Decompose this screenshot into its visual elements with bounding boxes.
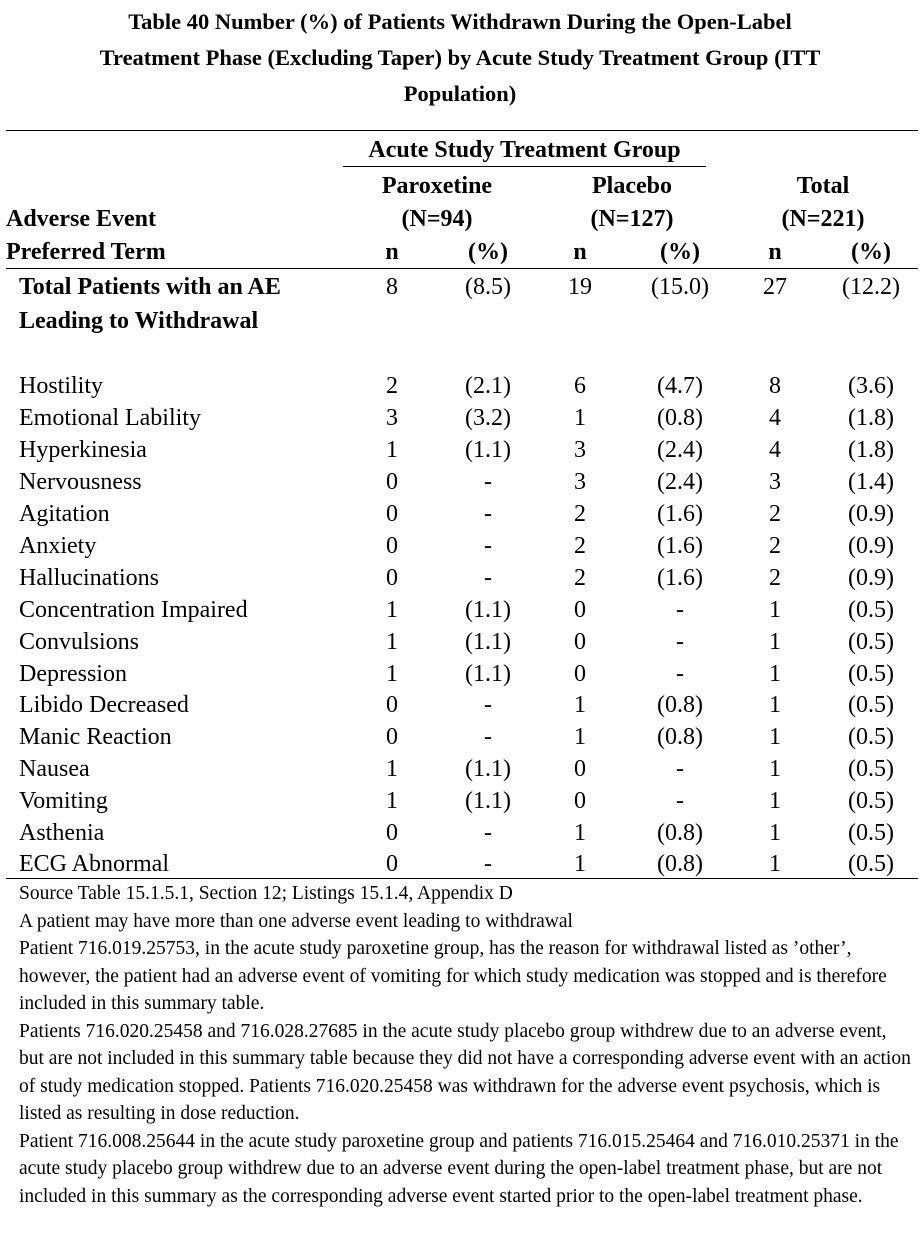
preferred-term: Agitation <box>19 501 110 527</box>
preferred-term: Emotional Lability <box>19 405 201 431</box>
preferred-term: Nausea <box>19 756 90 782</box>
total-n: 1 <box>769 851 781 877</box>
placebo-count: (N=127) <box>590 206 674 232</box>
total-pct: (0.5) <box>848 820 894 846</box>
total-n: 1 <box>769 629 781 655</box>
total-n: 4 <box>769 437 781 463</box>
paroxetine-pct: - <box>484 851 492 877</box>
paroxetine-n: 0 <box>386 501 398 527</box>
total-n: 4 <box>769 405 781 431</box>
total-row-label-line-1: Total Patients with an AE <box>19 274 281 300</box>
paroxetine-n: 1 <box>386 661 398 687</box>
placebo-n: 0 <box>574 788 586 814</box>
total-pct: (0.9) <box>848 565 894 591</box>
paroxetine-pct: (1.1) <box>465 597 511 623</box>
placebo-pct: (0.8) <box>657 851 703 877</box>
total-row-value: (12.2) <box>842 274 900 300</box>
table-row <box>0 498 920 530</box>
table-row <box>0 753 920 785</box>
preferred-term: Vomiting <box>19 788 108 814</box>
table-row <box>0 562 920 594</box>
n-label: n <box>573 239 587 265</box>
paroxetine-n: 1 <box>386 437 398 463</box>
footnote: Patients 716.020.25458 and 716.028.27685 in the acute study placebo group withdrew due to an adverse event, but are not included in this summary table because they did not have a corresponding adverse event with an action of study medication stopped. Patients 716.020.25458 was withdrawn for the adverse event psychosis, which is listed as resulting in dose reduction. <box>19 1020 911 1124</box>
total-pct: (0.9) <box>848 501 894 527</box>
n-label: n <box>768 239 782 265</box>
total-n: 1 <box>769 661 781 687</box>
adverse-event-label: Adverse Event <box>6 206 156 232</box>
placebo-pct: (1.6) <box>657 501 703 527</box>
preferred-term: Convulsions <box>19 629 140 655</box>
paroxetine-n: 3 <box>386 405 398 431</box>
preferred-term: Hyperkinesia <box>19 437 147 463</box>
footnote: Patient 716.008.25644 in the acute study paroxetine group and patients 716.015.25464 and 716.010.25371 in the acute study placebo group withdrew due to an adverse event during the open-label treatment phase, but are not included in this summary as the corresponding adverse event started prior to the open-label treatment phase. <box>19 1130 899 1207</box>
preferred-term: Concentration Impaired <box>19 597 248 623</box>
table-title <box>0 4 920 112</box>
preferred-term: Libido Decreased <box>19 692 189 718</box>
placebo-pct: (2.4) <box>657 469 703 495</box>
table-row <box>0 402 920 434</box>
total-row-value: 8 <box>386 274 398 300</box>
placebo-n: 3 <box>574 437 586 463</box>
table-row <box>0 530 920 562</box>
paroxetine-n: 1 <box>386 756 398 782</box>
paroxetine-pct: - <box>484 469 492 495</box>
preferred-term: ECG Abnormal <box>19 851 169 877</box>
total-pct: (0.9) <box>848 533 894 559</box>
placebo-n: 1 <box>574 851 586 877</box>
total-n: 1 <box>769 788 781 814</box>
table-row <box>0 721 920 753</box>
total-pct: (0.5) <box>848 788 894 814</box>
paroxetine-n: 2 <box>386 373 398 399</box>
preferred-term: Manic Reaction <box>19 724 172 750</box>
total-n: 1 <box>769 692 781 718</box>
total-header: Total <box>796 173 850 199</box>
paroxetine-pct: (2.1) <box>465 373 511 399</box>
placebo-n: 1 <box>574 692 586 718</box>
footnote-source: Source Table 15.1.5.1, Section 12; Listings 15.1.4, Appendix D <box>19 883 513 904</box>
paroxetine-pct: (1.1) <box>465 661 511 687</box>
paroxetine-n: 1 <box>386 629 398 655</box>
paroxetine-n: 0 <box>386 469 398 495</box>
total-n: 2 <box>769 501 781 527</box>
table-row <box>0 370 920 402</box>
table-row <box>0 594 920 626</box>
total-row-label-line-2: Leading to Withdrawal <box>19 308 259 334</box>
paroxetine-pct: (1.1) <box>465 629 511 655</box>
total-pct: (1.4) <box>848 469 894 495</box>
pct-label: (%) <box>660 239 700 265</box>
table-row <box>0 785 920 817</box>
paroxetine-n: 0 <box>386 533 398 559</box>
placebo-n: 1 <box>574 820 586 846</box>
n-label: n <box>385 239 399 265</box>
placebo-n: 0 <box>574 597 586 623</box>
placebo-n: 2 <box>574 533 586 559</box>
paroxetine-header: Paroxetine <box>381 173 493 199</box>
total-n: 1 <box>769 820 781 846</box>
footnotes <box>19 880 915 1210</box>
placebo-pct: - <box>676 756 684 782</box>
placebo-pct: (1.6) <box>657 565 703 591</box>
pct-label: (%) <box>851 239 891 265</box>
placebo-n: 1 <box>574 724 586 750</box>
placebo-n: 3 <box>574 469 586 495</box>
title-line-2: Treatment Phase (Excluding Taper) by Acute Study Treatment Group (ITT <box>99 45 821 70</box>
placebo-pct: - <box>676 629 684 655</box>
total-pct: (1.8) <box>848 405 894 431</box>
paroxetine-n: 1 <box>386 788 398 814</box>
total-pct: (3.6) <box>848 373 894 399</box>
placebo-pct: - <box>676 597 684 623</box>
total-n: 8 <box>769 373 781 399</box>
paroxetine-n: 0 <box>386 565 398 591</box>
pct-label: (%) <box>468 239 508 265</box>
total-pct: (0.5) <box>848 692 894 718</box>
footnote: A patient may have more than one adverse event leading to withdrawal <box>19 910 573 932</box>
total-pct: (0.5) <box>848 661 894 687</box>
paroxetine-n: 0 <box>386 692 398 718</box>
paroxetine-pct: (3.2) <box>465 405 511 431</box>
total-pct: (1.8) <box>848 437 894 463</box>
paroxetine-count: (N=94) <box>401 206 473 232</box>
preferred-term: Anxiety <box>19 533 97 559</box>
placebo-pct: (1.6) <box>657 533 703 559</box>
title-line-3: Population) <box>403 81 517 106</box>
total-n: 1 <box>769 724 781 750</box>
treatment-group-header: Acute Study Treatment Group <box>343 134 706 167</box>
total-row-value: 19 <box>568 274 592 300</box>
placebo-n: 0 <box>574 629 586 655</box>
paroxetine-pct: (1.1) <box>465 788 511 814</box>
paroxetine-pct: - <box>484 724 492 750</box>
total-pct: (0.5) <box>848 724 894 750</box>
placebo-n: 6 <box>574 373 586 399</box>
placebo-n: 2 <box>574 501 586 527</box>
table-row <box>0 626 920 658</box>
placebo-n: 2 <box>574 565 586 591</box>
placebo-n: 1 <box>574 405 586 431</box>
paroxetine-n: 0 <box>386 820 398 846</box>
total-row-value: 27 <box>763 274 787 300</box>
table-row <box>0 434 920 466</box>
total-n: 2 <box>769 533 781 559</box>
table-row <box>0 658 920 690</box>
total-pct: (0.5) <box>848 756 894 782</box>
table-row <box>0 689 920 721</box>
paroxetine-pct: - <box>484 565 492 591</box>
paroxetine-pct: (1.1) <box>465 756 511 782</box>
preferred-term: Nervousness <box>19 469 142 495</box>
table-row <box>0 848 920 880</box>
total-count: (N=221) <box>781 206 865 232</box>
total-row-value: (15.0) <box>651 274 709 300</box>
total-n: 1 <box>769 756 781 782</box>
paroxetine-pct: (1.1) <box>465 437 511 463</box>
title-line-1: Table 40 Number (%) of Patients Withdrawn During the Open-Label <box>128 9 792 34</box>
total-pct: (0.5) <box>848 851 894 877</box>
placebo-pct: (0.8) <box>657 820 703 846</box>
placebo-pct: (4.7) <box>657 373 703 399</box>
table-row <box>0 817 920 849</box>
header-rule <box>6 268 918 269</box>
preferred-term: Asthenia <box>19 820 105 846</box>
placebo-pct: (0.8) <box>657 692 703 718</box>
preferred-term: Hostility <box>19 373 104 399</box>
total-n: 1 <box>769 597 781 623</box>
placebo-n: 0 <box>574 661 586 687</box>
paroxetine-pct: - <box>484 692 492 718</box>
preferred-term: Hallucinations <box>19 565 159 591</box>
table-top-rule <box>6 130 918 131</box>
paroxetine-pct: - <box>484 820 492 846</box>
total-n: 2 <box>769 565 781 591</box>
table-row <box>0 466 920 498</box>
placebo-pct: (2.4) <box>657 437 703 463</box>
preferred-term: Depression <box>19 661 127 687</box>
placebo-pct: - <box>676 661 684 687</box>
placebo-n: 0 <box>574 756 586 782</box>
total-row-value: (8.5) <box>465 274 511 300</box>
paroxetine-n: 1 <box>386 597 398 623</box>
placebo-header: Placebo <box>592 173 672 199</box>
paroxetine-pct: - <box>484 501 492 527</box>
placebo-pct: (0.8) <box>657 405 703 431</box>
total-pct: (0.5) <box>848 629 894 655</box>
footnote: Patient 716.019.25753, in the acute study paroxetine group, has the reason for withdrawal listed as ’other’, however, the patient had an adverse event of vomiting for which study medication was stopped and is therefore included in this summary table. <box>19 938 887 1014</box>
placebo-pct: - <box>676 788 684 814</box>
total-n: 3 <box>769 469 781 495</box>
paroxetine-pct: - <box>484 533 492 559</box>
table-bottom-rule <box>6 878 918 879</box>
preferred-term-label: Preferred Term <box>6 239 166 265</box>
paroxetine-n: 0 <box>386 724 398 750</box>
paroxetine-n: 0 <box>386 851 398 877</box>
placebo-pct: (0.8) <box>657 724 703 750</box>
total-pct: (0.5) <box>848 597 894 623</box>
